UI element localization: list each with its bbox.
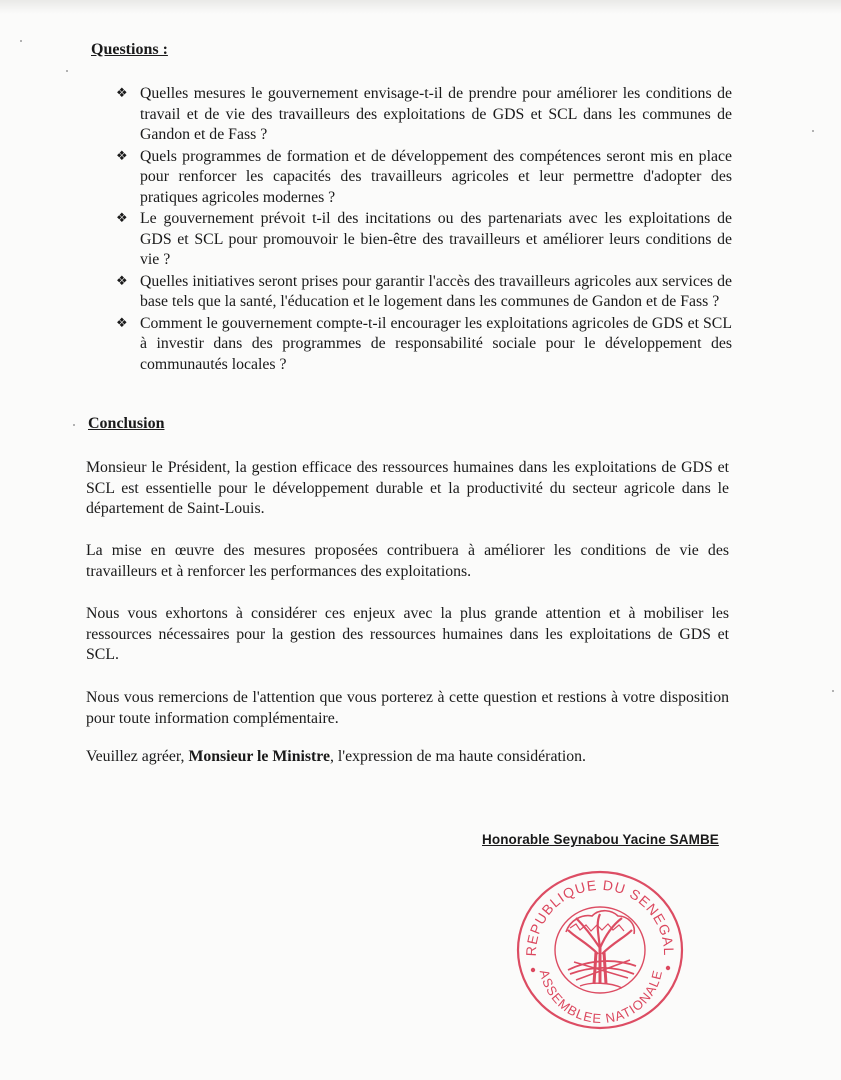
- closing-formula: [86, 747, 729, 768]
- scan-speck: [812, 130, 814, 132]
- question-item: [116, 314, 732, 376]
- questions-list: [116, 84, 732, 376]
- question-text: Quelles mesures le gouvernement envisage-t-il de prendre pour améliorer les conditions de travail et de vie des travailleurs des exploitations de GDS et SCL dans les communes de Gandon et de Fass ?: [140, 85, 732, 143]
- question-text: Quelles initiatives seront prises pour garantir l'accès des travailleurs agricoles aux services de base tels que la santé, l'éducation et le logement dans les communes de Gandon et de Fass ?: [140, 272, 732, 310]
- question-item: [116, 209, 732, 271]
- question-item: [116, 147, 732, 209]
- questions-heading: Questions :: [91, 41, 168, 58]
- national-assembly-stamp-icon: [510, 862, 690, 1032]
- closing-text-before: Veuillez agréer,: [86, 748, 189, 765]
- conclusion-heading: Conclusion: [88, 415, 165, 432]
- question-text: Comment le gouvernement compte-t-il encourager les exploitations agricoles de GDS et SCL à investir dans des programmes de responsabilité sociale pour le développement des communautés locales ?: [140, 314, 732, 373]
- stamp-bottom-text: ASSEMBLEE NATIONALE: [536, 968, 666, 1027]
- question-item: [116, 272, 732, 313]
- conclusion-paragraph: Nous vous remercions de l'attention que vous porterez à cette question et restions à votre disposition pour toute information complémentaire.: [86, 689, 729, 727]
- closing-text-after: , l'expression de ma haute considération.: [330, 748, 586, 765]
- diamond-bullet-icon: ❖: [116, 273, 128, 289]
- stamp-top-text: REPUBLIQUE DU SENEGAL: [522, 876, 678, 957]
- signature-name: Honorable Seynabou Yacine SAMBE: [482, 832, 719, 847]
- diamond-bullet-icon: ❖: [116, 315, 128, 331]
- diamond-bullet-icon: ❖: [116, 211, 128, 226]
- scan-speck: [66, 70, 68, 72]
- scan-speck: [73, 424, 75, 426]
- conclusion-paragraph: Nous vous exhortons à considérer ces enjeux avec la plus grande attention et à mobiliser les ressources nécessaires pour la gestion des ressources humaines dans les exploitations de GDS et SCL.: [86, 605, 729, 663]
- closing-addressee: Monsieur le Ministre: [188, 748, 331, 765]
- scan-speck: [20, 40, 22, 42]
- diamond-bullet-icon: ❖: [116, 148, 128, 164]
- question-text: Le gouvernement prévoit t-il des incitations ou des partenariats avec les exploitations de GDS et SCL pour promouvoir le bien-être des travailleurs et améliorer leurs conditions de vie ?: [140, 210, 732, 268]
- scan-speck: [832, 690, 834, 692]
- conclusion-paragraph: Monsieur le Président, la gestion efficace des ressources humaines dans les exploitations de GDS et SCL est essentielle pour le développement durable et la productivité du secteur agricole dans le département de Saint-Louis.: [86, 459, 729, 517]
- question-text: Quels programmes de formation et de développement des compétences seront mis en place pour renforcer les capacités des travailleurs agricoles et leur permettre d'adopter des pratiques agricoles modernes ?: [140, 147, 732, 206]
- question-item: [116, 84, 732, 146]
- conclusion-paragraph: La mise en œuvre des mesures proposées contribuera à améliorer les conditions de vie des travailleurs et à renforcer les performances des exploitations.: [86, 542, 729, 580]
- diamond-bullet-icon: ❖: [116, 86, 128, 101]
